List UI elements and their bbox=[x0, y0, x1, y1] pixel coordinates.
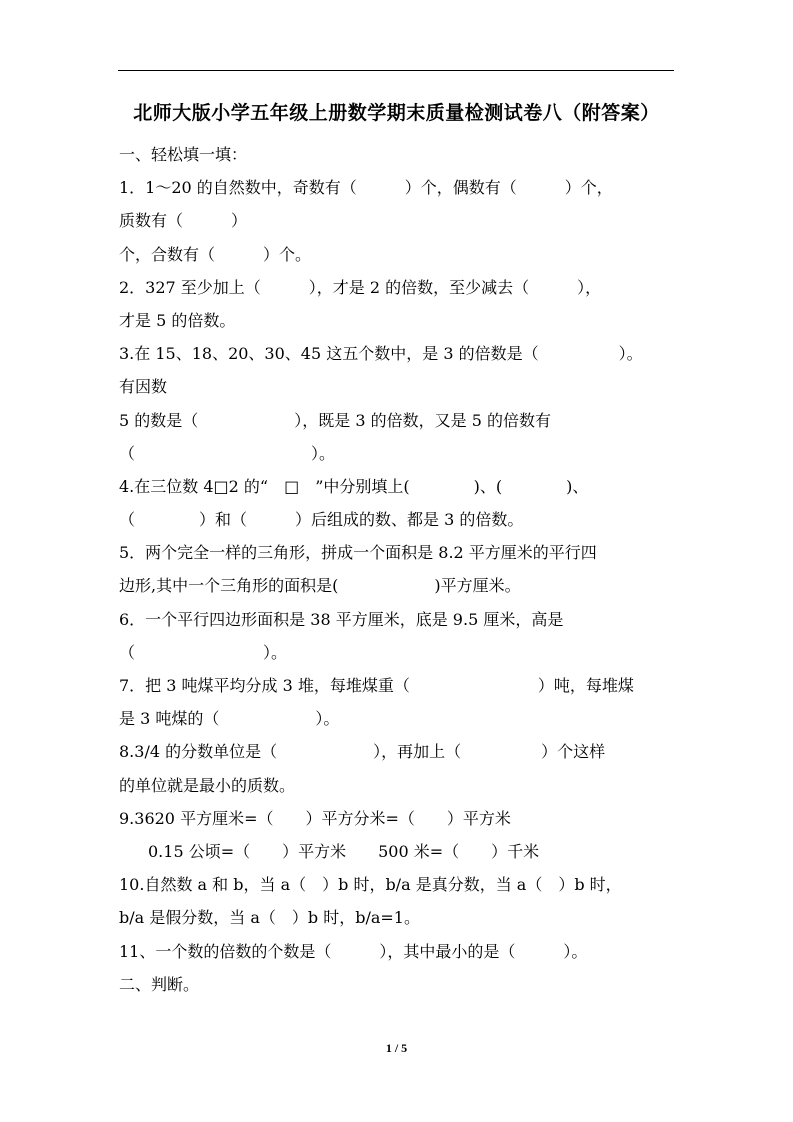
question-8-line-2: 的单位就是最小的质数。 bbox=[119, 775, 296, 795]
question-3-line-1: 3.在 15、18、20、30、45 这五个数中，是 3 的倍数是（ ）。 bbox=[119, 344, 643, 364]
section-heading-judge: 二、判断。 bbox=[119, 974, 200, 994]
question-8-line-1: 8.3/4 的分数单位是（ ），再加上（ ）个这样 bbox=[119, 742, 606, 762]
question-3-line-2: 有因数 bbox=[119, 377, 168, 397]
question-6-line-1: 6．一个平行四边形面积是 38 平方厘米，底是 9.5 厘米，高是 bbox=[119, 609, 564, 629]
question-5-line-1: 5．两个完全一样的三角形，拼成一个面积是 8.2 平方厘米的平行四 bbox=[119, 543, 597, 563]
question-11-line-1: 11、一个数的倍数的个数是（ ），其中最小的是（ ）。 bbox=[119, 941, 588, 961]
exam-content bbox=[119, 138, 675, 1001]
header-rule bbox=[118, 70, 674, 71]
question-7-line-2: 是 3 吨煤的（ ）。 bbox=[119, 709, 340, 729]
question-2-line-2: 才是 5 的倍数。 bbox=[119, 310, 236, 330]
question-3-line-3: 5 的数是（ ），既是 3 的倍数，又是 5 的倍数有 bbox=[119, 410, 551, 430]
question-5-line-2: 边形,其中一个三角形的面积是( )平方厘米。 bbox=[119, 576, 521, 596]
question-6-line-2: （ ）。 bbox=[119, 642, 288, 662]
page-title: 北师大版小学五年级上册数学期末质量检测试卷八（附答案） bbox=[133, 102, 660, 124]
question-4-line-2: （ ）和（ ）后组成的数、都是 3 的倍数。 bbox=[119, 510, 524, 530]
section-heading-fill-in: 一、轻松填一填： bbox=[119, 145, 248, 164]
question-10-line-1: 10.自然数 a 和 b，当 a（ ）b 时，b/a 是真分数，当 a（ ）b 时， bbox=[119, 875, 622, 895]
question-10-line-2: b/a 是假分数，当 a（ ）b 时，b/a=1。 bbox=[119, 908, 420, 928]
question-1-line-2: 质数有（ ） bbox=[119, 211, 248, 231]
question-7-line-1: 7．把 3 吨煤平均分成 3 堆，每堆煤重（ ）吨，每堆煤 bbox=[119, 676, 634, 695]
question-1-line-3: 个，合数有（ ）个。 bbox=[119, 244, 312, 264]
question-2-line-1: 2．327 至少加上（ ），才是 2 的倍数，至少减去（ ）， bbox=[119, 277, 602, 297]
question-4-line-1: 4.在三位数 4□2 的“ □ ”中分别填上( )、( )、 bbox=[119, 476, 589, 496]
question-9-line-1: 9.3620 平方厘米=（ ）平方分米=（ ）平方米 bbox=[119, 808, 511, 828]
page-number: 1 / 5 bbox=[385, 1041, 408, 1055]
question-3-line-4: （ ）。 bbox=[119, 443, 336, 463]
question-1-line-1: 1．1～20 的自然数中，奇数有（ ）个，偶数有（ ）个， bbox=[119, 178, 613, 198]
question-9-line-2: 0.15 公顷=（ ）平方米 500 米=（ ）千米 bbox=[148, 841, 540, 861]
